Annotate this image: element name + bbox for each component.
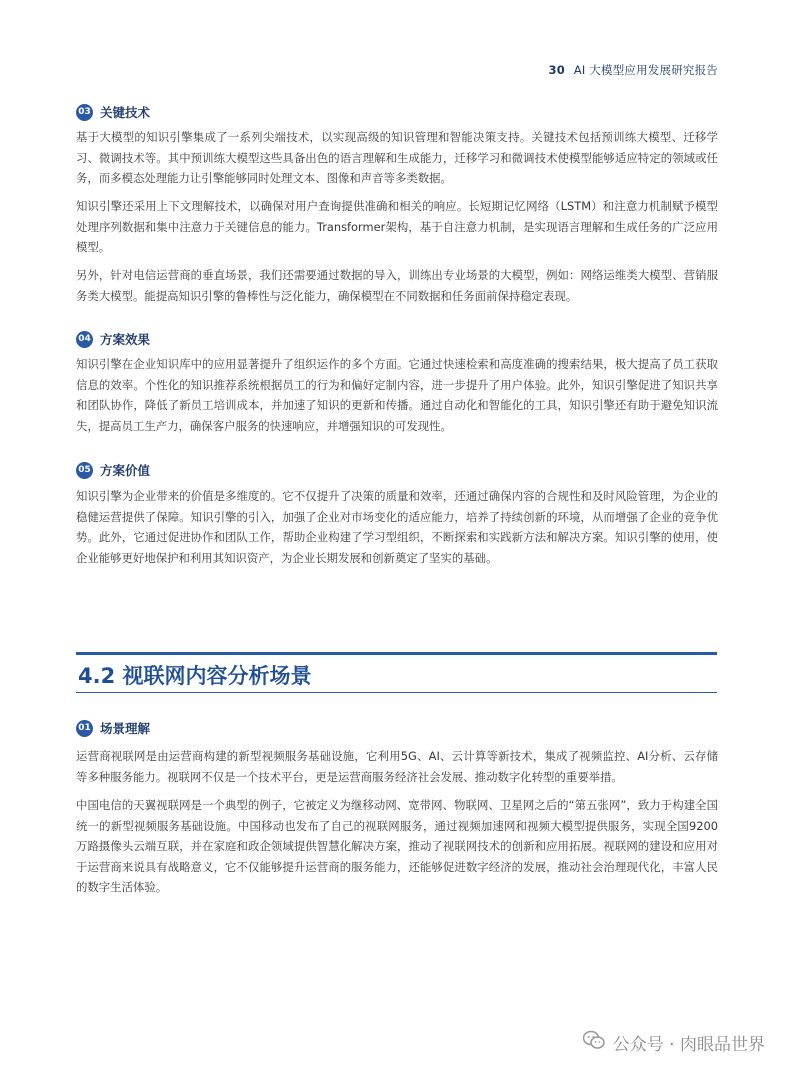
- page-header: [549, 62, 718, 78]
- paragraph: 运营商视联网是由运营商构建的新型视频服务基础设施，它利用5G、AI、云计算等新技术，集成了视频监控、AI分析、云存储等多种服务能力。视联网不仅是一个技术平台，更是运营商服务经济社会发展、推动数字化转型的重要举措。: [76, 749, 718, 784]
- section-number-badge: 05: [76, 462, 93, 479]
- page-number: 30: [548, 63, 565, 77]
- section-heading-01: [76, 719, 150, 737]
- wechat-icon: [583, 1030, 605, 1055]
- paragraph: 中国电信的天翼视联网是一个典型的例子，它被定义为继移动网、宽带网、物联网、卫星网之后的“第五张网”，致力于构建全国统一的新型视频服务基础设施。中国移动也发布了自己的视联网服务，通过视频加速网和视频大模型提供服务，实现全国9200万路摄像头云端互联，并在家庭和政企领域提供智慧化解决方案，推动了视联网技术的创新和应用拓展。视联网的建设和应用对于运营商来说具有战略意义，它不仅能够提升运营商的服务能力，还能够促进数字经济的发展，推动社会治理现代化，丰富人民的数字生活体验。: [76, 798, 718, 894]
- chapter-rule-bottom: [76, 692, 717, 693]
- section-heading-04: [76, 330, 150, 348]
- report-title: AI 大模型应用发展研究报告: [573, 63, 718, 77]
- section-title: 关键技术: [100, 105, 151, 120]
- chapter-rule-top: [76, 652, 717, 655]
- paragraph: 另外，针对电信运营商的垂直场景，我们还需要通过数据的导入，训练出专业场景的大模型，例如：网络运维类大模型、营销服务类大模型。能提高知识引擎的鲁棒性与泛化能力，确保模型在不同数据和任务面前保持稳定表现。: [76, 268, 718, 303]
- section-number-badge: 01: [76, 720, 93, 737]
- section-title: 方案价值: [100, 463, 151, 478]
- watermark-text: 公众号 · 肉眼品世界: [612, 1035, 765, 1055]
- paragraph: 知识引擎在企业知识库中的应用显著提升了组织运作的多个方面。它通过快速检索和高度准确的搜索结果，极大提高了员工获取信息的效率。个性化的知识推荐系统根据员工的行为和偏好定制内容，进一步提升了用户体验。此外，知识引擎促进了知识共享和团队协作，降低了新员工培训成本，并加速了知识的更新和传播。通过自动化和智能化的工具，知识引擎还有助于避免知识流失，提高员工生产力，确保客户服务的快速响应，并增强知识的可发现性。: [76, 357, 718, 433]
- paragraph: 知识引擎为企业带来的价值是多维度的。它不仅提升了决策的质量和效率，还通过确保内容的合规性和及时风险管理，为企业的稳健运营提供了保障。知识引擎的引入，加强了企业对市场变化的适应能力，培养了持续创新的环境，从而增强了企业的竞争优势。此外，它通过促进协作和团队工作，帮助企业构建了学习型组织，不断探索和实践新方法和解决方案。知识引擎的使用，使企业能够更好地保护和利用其知识资产，为企业长期发展和创新奠定了坚实的基础。: [76, 489, 718, 565]
- section-heading-03: [76, 103, 150, 121]
- section-title: 场景理解: [100, 721, 151, 736]
- section-title: 方案效果: [100, 332, 151, 347]
- section-number-badge: 03: [76, 104, 93, 121]
- section-heading-05: [76, 461, 150, 479]
- paragraph: 知识引擎还采用上下文理解技术，以确保对用户查询提供准确和相关的响应。长短期记忆网络（LSTM）和注意力机制赋予模型处理序列数据和集中注意力于关键信息的能力。Transformer架构，基于自注意力机制，是实现语言理解和生成任务的广泛应用模型。: [76, 199, 718, 254]
- chapter-title: 4.2 视联网内容分析场景: [78, 664, 312, 688]
- section-number-badge: 04: [76, 331, 93, 348]
- watermark: [583, 1030, 765, 1055]
- paragraph: 基于大模型的知识引擎集成了一系列尖端技术，以实现高级的知识管理和智能决策支持。关键技术包括预训练大模型、迁移学习、微调技术等。其中预训练大模型这些具备出色的语言理解和生成能力，迁移学习和微调技术使模型能够适应特定的领域或任务，而多模态处理能力让引擎能够同时处理文本、图像和声音等多类数据。: [76, 130, 718, 185]
